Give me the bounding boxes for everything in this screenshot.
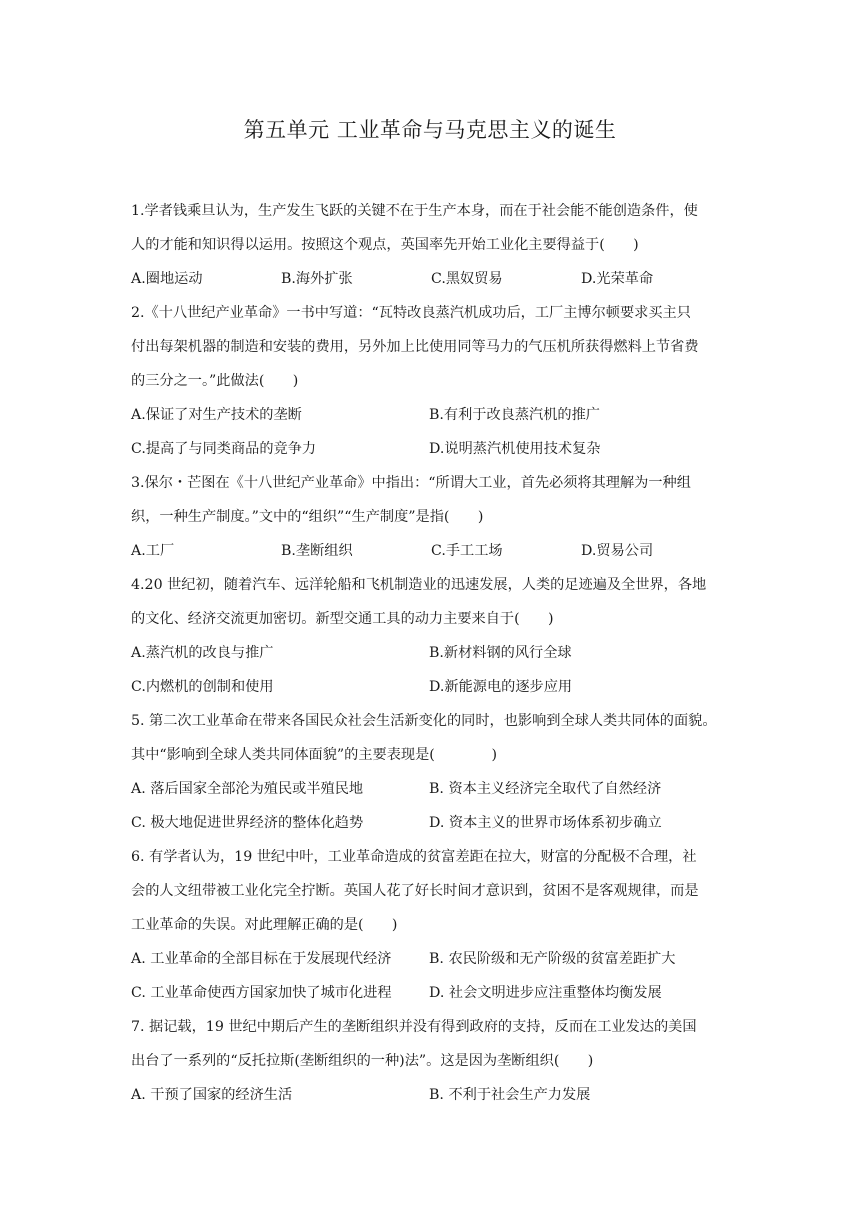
question-5-options-row-2	[131, 812, 741, 846]
question-4-stem-line-2: 的文化、经济交流更加密切。新型交通工具的动力主要来自于( )	[131, 611, 554, 627]
question-6-stem-line-3: 工业革命的失误。对此理解正确的是( )	[131, 917, 398, 933]
question-2-stem-line-2: 付出每架机器的制造和安装的费用，另外加上比使用同等马力的气压机所获得燃料上节省费	[131, 339, 699, 355]
question-3-stem-line-1: 3.保尔・芒图在《十八世纪产业革命》中指出：“所谓大工业，首先必须将其理解为一种组	[131, 475, 691, 491]
question-4-stem-line-1: 4.20 世纪初，随着汽车、远洋轮船和飞机制造业的迅速发展，人类的足迹遍及全世界，各地	[131, 577, 707, 593]
question-7-stem-line-1: 7. 据记载，19 世纪中期后产生的垄断组织并没有得到政府的支持，反而在工业发达的美国	[131, 1019, 697, 1035]
option-b: B. 农民阶级和无产阶级的贫富差距扩大	[429, 951, 676, 967]
option-a: A.圈地运动	[131, 271, 203, 287]
option-b: B.海外扩张	[281, 271, 353, 287]
question-1-stem-line-1: 1.学者钱乘旦认为，生产发生飞跃的关键不在于生产本身，而在于社会能不能创造条件，使	[131, 203, 698, 219]
option-a: A.工厂	[131, 543, 175, 559]
question-6-options-row-1	[131, 948, 741, 982]
option-a: A. 落后国家全部沦为殖民或半殖民地	[131, 781, 364, 797]
option-d: D.光荣革命	[581, 271, 654, 287]
question-2-stem-line-3: 的三分之一。”此做法( )	[131, 373, 299, 389]
question-6-stem-line-1: 6. 有学者认为，19 世纪中叶，工业革命造成的贫富差距在拉大，财富的分配极不合理，社	[131, 849, 697, 865]
question-2	[131, 302, 741, 472]
option-b: B. 资本主义经济完全取代了自然经济	[429, 781, 662, 797]
question-7	[131, 1016, 741, 1118]
option-c: C.黑奴贸易	[431, 271, 503, 287]
option-d: D.贸易公司	[581, 543, 654, 559]
question-3-options	[131, 540, 741, 574]
option-c: C.提高了与同类商品的竞争力	[131, 441, 317, 457]
question-5-stem-line-1: 5. 第二次工业革命在带来各国民众社会生活新变化的同时，也影响到全球人类共同体的面貌。	[131, 713, 717, 729]
question-6-stem-line-2: 会的人文纽带被工业化完全拧断。英国人花了好长时间才意识到，贫困不是客观规律，而是	[131, 883, 699, 899]
option-c: C. 极大地促进世界经济的整体化趋势	[131, 815, 364, 831]
option-a: A. 干预了国家的经济生活	[131, 1087, 293, 1103]
option-b: B. 不利于社会生产力发展	[429, 1087, 591, 1103]
question-5-options-row-1	[131, 778, 741, 812]
question-7-options-row-1	[131, 1084, 741, 1118]
question-6-options-row-2	[131, 982, 741, 1016]
question-list	[131, 200, 741, 1118]
option-c: C.手工工场	[431, 543, 503, 559]
question-5-stem-line-2: 其中“影响到全球人类共同体面貌”的主要表现是( )	[131, 747, 498, 763]
question-4-options-row-2	[131, 676, 741, 710]
page-title: 第五单元 工业革命与马克思主义的诞生	[243, 118, 617, 142]
question-1-options	[131, 268, 741, 302]
option-c: C. 工业革命使西方国家加快了城市化进程	[131, 985, 392, 1001]
option-b: B.有利于改良蒸汽机的推广	[429, 407, 600, 423]
option-d: D.说明蒸汽机使用技术复杂	[429, 441, 601, 457]
question-1-stem-line-2: 人的才能和知识得以运用。按照这个观点，英国率先开始工业化主要得益于( )	[131, 237, 639, 253]
option-a: A.蒸汽机的改良与推广	[131, 645, 274, 661]
question-5	[131, 710, 741, 846]
question-4	[131, 574, 741, 710]
option-d: D. 社会文明进步应注重整体均衡发展	[429, 985, 662, 1001]
question-4-options-row-1	[131, 642, 741, 676]
question-2-options-row-2	[131, 438, 741, 472]
option-b: B.新材料钢的风行全球	[429, 645, 572, 661]
question-3	[131, 472, 741, 574]
option-a: A. 工业革命的全部目标在于发展现代经济	[131, 951, 392, 967]
option-d: D.新能源电的逐步应用	[429, 679, 573, 695]
question-3-stem-line-2: 织，一种生产制度。”文中的“组织”“生产制度”是指( )	[131, 509, 484, 525]
option-d: D. 资本主义的世界市场体系初步确立	[429, 815, 662, 831]
question-2-options-row-1	[131, 404, 741, 438]
question-1	[131, 200, 741, 302]
option-c: C.内燃机的创制和使用	[131, 679, 274, 695]
question-7-stem-line-2: 出台了一系列的“反托拉斯(垄断组织的一种)法”。这是因为垄断组织( )	[131, 1053, 594, 1069]
option-a: A.保证了对生产技术的垄断	[131, 407, 302, 423]
question-6	[131, 846, 741, 1016]
option-b: B.垄断组织	[281, 543, 353, 559]
question-2-stem-line-1: 2.《十八世纪产业革命》一书中写道：“瓦特改良蒸汽机成功后，工厂主博尔顿要求买主只	[131, 305, 691, 321]
